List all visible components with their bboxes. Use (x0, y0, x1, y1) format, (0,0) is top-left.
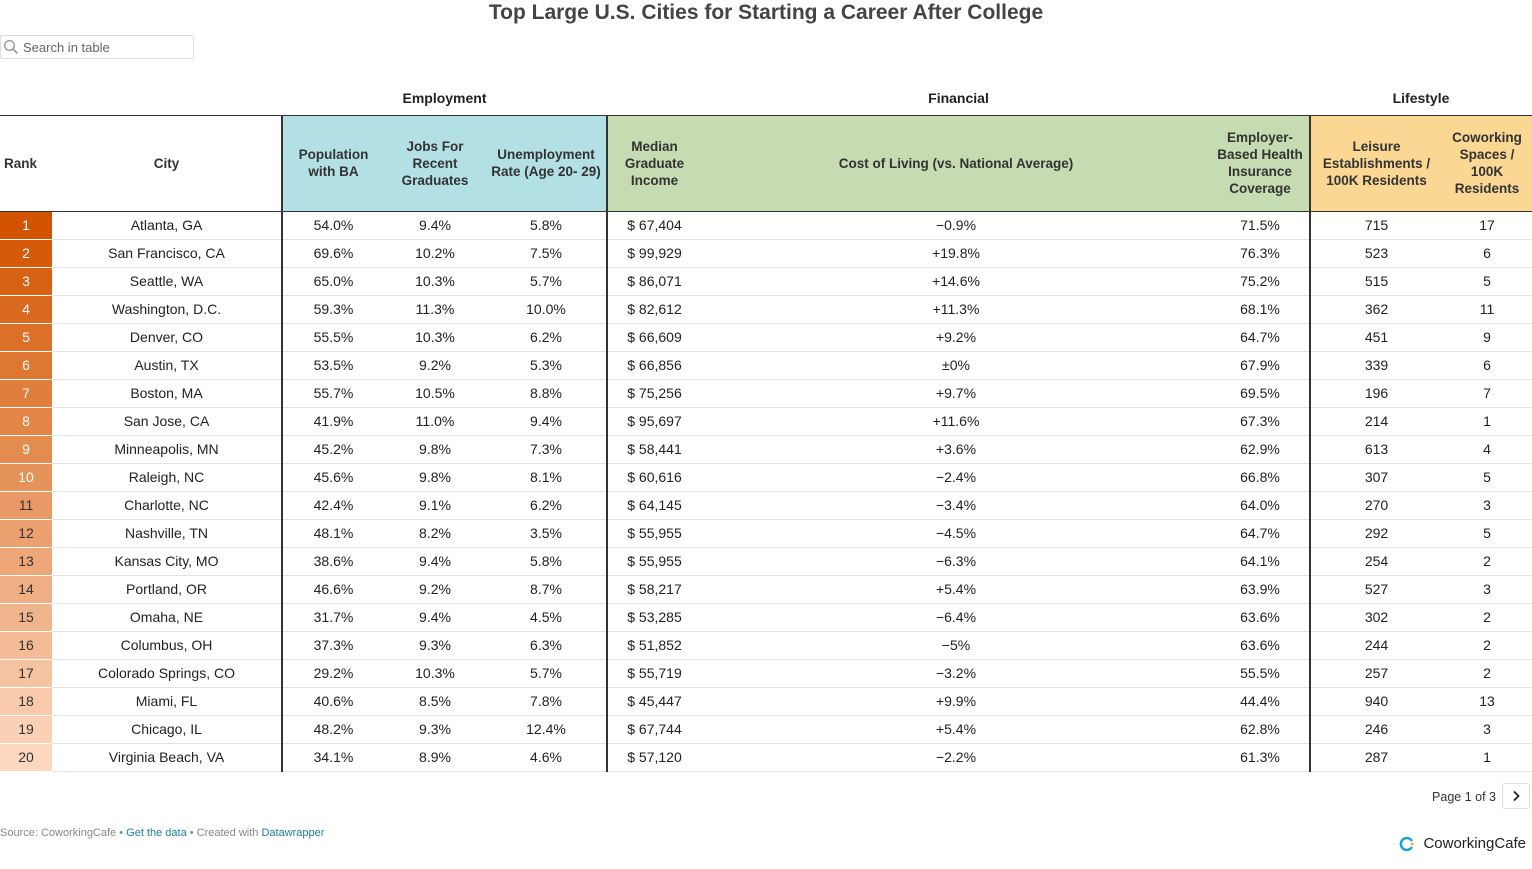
income-cell: $ 67,404 (607, 211, 701, 239)
leisure-cell: 254 (1310, 547, 1442, 575)
footer (0, 827, 324, 839)
city-cell: Washington, D.C. (52, 295, 282, 323)
cost-of-living-cell: −4.5% (701, 519, 1211, 547)
leisure-cell: 246 (1310, 715, 1442, 743)
coworking-cell: 3 (1442, 715, 1532, 743)
jobs-cell: 9.4% (384, 211, 486, 239)
leisure-cell: 523 (1310, 239, 1442, 267)
rank-cell: 18 (0, 687, 52, 715)
jobs-cell: 8.9% (384, 743, 486, 771)
table-row (0, 211, 1532, 239)
health-insurance-cell: 67.9% (1211, 351, 1310, 379)
city-cell: Austin, TX (52, 351, 282, 379)
population-with-ba-cell: 37.3% (282, 631, 384, 659)
unemployment-cell: 6.2% (486, 491, 607, 519)
health-insurance-cell: 66.8% (1211, 463, 1310, 491)
health-insurance-cell: 61.3% (1211, 743, 1310, 771)
coworking-cell: 5 (1442, 519, 1532, 547)
city-cell: San Francisco, CA (52, 239, 282, 267)
population-with-ba-cell: 65.0% (282, 267, 384, 295)
jobs-cell: 10.2% (384, 239, 486, 267)
rank-cell: 16 (0, 631, 52, 659)
unemployment-cell: 5.7% (486, 659, 607, 687)
city-cell: Boston, MA (52, 379, 282, 407)
leisure-cell: 362 (1310, 295, 1442, 323)
jobs-cell: 9.1% (384, 491, 486, 519)
leisure-cell: 287 (1310, 743, 1442, 771)
population-with-ba-cell: 48.2% (282, 715, 384, 743)
jobs-cell: 10.5% (384, 379, 486, 407)
table-row (0, 547, 1532, 575)
cost-of-living-cell: +19.8% (701, 239, 1211, 267)
cost-of-living-cell: −5% (701, 631, 1211, 659)
unemployment-cell: 3.5% (486, 519, 607, 547)
coworking-cell: 6 (1442, 239, 1532, 267)
jobs-cell: 9.8% (384, 463, 486, 491)
brand-logo (1399, 833, 1526, 855)
leisure-cell: 515 (1310, 267, 1442, 295)
table-row (0, 407, 1532, 435)
leisure-cell: 270 (1310, 491, 1442, 519)
table-row (0, 379, 1532, 407)
jobs-cell: 9.8% (384, 435, 486, 463)
pagination-label: Page 1 of 3 (1432, 790, 1496, 804)
cost-of-living-cell: +5.4% (701, 575, 1211, 603)
income-cell: $ 86,071 (607, 267, 701, 295)
cost-of-living-cell: +14.6% (701, 267, 1211, 295)
income-cell: $ 66,856 (607, 351, 701, 379)
coworkingcafe-logo-icon (1399, 835, 1423, 852)
chevron-right-icon (1511, 787, 1521, 804)
income-cell: $ 60,616 (607, 463, 701, 491)
footer-separator: • (116, 827, 127, 839)
table-row (0, 267, 1532, 295)
health-insurance-cell: 75.2% (1211, 267, 1310, 295)
rank-cell: 12 (0, 519, 52, 547)
leisure-cell: 339 (1310, 351, 1442, 379)
coworking-cell: 1 (1442, 407, 1532, 435)
population-with-ba-cell: 38.6% (282, 547, 384, 575)
jobs-cell: 8.2% (384, 519, 486, 547)
income-cell: $ 55,719 (607, 659, 701, 687)
coworking-cell: 2 (1442, 547, 1532, 575)
coworking-cell: 5 (1442, 463, 1532, 491)
health-insurance-cell: 44.4% (1211, 687, 1310, 715)
jobs-cell: 10.3% (384, 323, 486, 351)
unemployment-cell: 4.6% (486, 743, 607, 771)
coworking-cell: 9 (1442, 323, 1532, 351)
unemployment-cell: 12.4% (486, 715, 607, 743)
health-insurance-cell: 69.5% (1211, 379, 1310, 407)
coworking-cell: 2 (1442, 659, 1532, 687)
income-cell: $ 55,955 (607, 547, 701, 575)
jobs-cell: 9.2% (384, 351, 486, 379)
cost-of-living-cell: −0.9% (701, 211, 1211, 239)
unemployment-cell: 5.8% (486, 211, 607, 239)
rank-cell: 11 (0, 491, 52, 519)
header-city[interactable]: City (52, 116, 282, 211)
table-row (0, 743, 1532, 771)
city-cell: Atlanta, GA (52, 211, 282, 239)
cost-of-living-cell: +9.7% (701, 379, 1211, 407)
health-insurance-cell: 64.7% (1211, 323, 1310, 351)
table-row (0, 631, 1532, 659)
rank-cell: 20 (0, 743, 52, 771)
coworking-cell: 13 (1442, 687, 1532, 715)
coworking-cell: 1 (1442, 743, 1532, 771)
jobs-cell: 9.4% (384, 547, 486, 575)
cost-of-living-cell: +11.6% (701, 407, 1211, 435)
population-with-ba-cell: 54.0% (282, 211, 384, 239)
rank-cell: 19 (0, 715, 52, 743)
city-cell: Chicago, IL (52, 715, 282, 743)
jobs-cell: 8.5% (384, 687, 486, 715)
table-row (0, 715, 1532, 743)
coworking-cell: 2 (1442, 631, 1532, 659)
rank-cell: 5 (0, 323, 52, 351)
header-health-insurance[interactable]: Employer-Based Health Insurance Coverage (1211, 116, 1310, 211)
population-with-ba-cell: 41.9% (282, 407, 384, 435)
unemployment-cell: 10.0% (486, 295, 607, 323)
city-cell: Charlotte, NC (52, 491, 282, 519)
header-jobs-recent-graduates[interactable]: Jobs For Recent Graduates (384, 116, 486, 211)
rank-cell: 7 (0, 379, 52, 407)
unemployment-cell: 7.8% (486, 687, 607, 715)
coworking-cell: 17 (1442, 211, 1532, 239)
header-cost-of-living[interactable]: Cost of Living (vs. National Average) (701, 116, 1211, 211)
group-blank (0, 84, 282, 116)
coworking-cell: 2 (1442, 603, 1532, 631)
unemployment-cell: 4.5% (486, 603, 607, 631)
unemployment-cell: 5.7% (486, 267, 607, 295)
population-with-ba-cell: 42.4% (282, 491, 384, 519)
jobs-cell: 10.3% (384, 659, 486, 687)
population-with-ba-cell: 48.1% (282, 519, 384, 547)
coworking-cell: 3 (1442, 491, 1532, 519)
datawrapper-link[interactable]: Datawrapper (261, 827, 325, 839)
population-with-ba-cell: 55.5% (282, 323, 384, 351)
population-with-ba-cell: 29.2% (282, 659, 384, 687)
coworking-cell: 4 (1442, 435, 1532, 463)
column-groups (0, 84, 1532, 116)
city-cell: Raleigh, NC (52, 463, 282, 491)
city-cell: Kansas City, MO (52, 547, 282, 575)
population-with-ba-cell: 34.1% (282, 743, 384, 771)
health-insurance-cell: 63.9% (1211, 575, 1310, 603)
search-icon (3, 39, 19, 55)
unemployment-cell: 7.5% (486, 239, 607, 267)
jobs-cell: 11.3% (384, 295, 486, 323)
income-cell: $ 57,120 (607, 743, 701, 771)
health-insurance-cell: 64.7% (1211, 519, 1310, 547)
unemployment-cell: 9.4% (486, 407, 607, 435)
health-insurance-cell: 63.6% (1211, 631, 1310, 659)
rank-cell: 15 (0, 603, 52, 631)
rank-cell: 17 (0, 659, 52, 687)
jobs-cell: 11.0% (384, 407, 486, 435)
income-cell: $ 66,609 (607, 323, 701, 351)
income-cell: $ 58,217 (607, 575, 701, 603)
income-cell: $ 75,256 (607, 379, 701, 407)
table-row (0, 435, 1532, 463)
next-page-button[interactable] (1502, 783, 1530, 809)
health-insurance-cell: 64.0% (1211, 491, 1310, 519)
rank-cell: 10 (0, 463, 52, 491)
header-median-graduate-income[interactable]: Median Graduate Income (607, 116, 701, 211)
group-lifestyle: Lifestyle (1310, 84, 1532, 116)
population-with-ba-cell: 45.6% (282, 463, 384, 491)
cities-table (0, 116, 1532, 772)
table-row (0, 491, 1532, 519)
city-cell: Denver, CO (52, 323, 282, 351)
cost-of-living-cell: +3.6% (701, 435, 1211, 463)
jobs-cell: 10.3% (384, 267, 486, 295)
health-insurance-cell: 67.3% (1211, 407, 1310, 435)
health-insurance-cell: 55.5% (1211, 659, 1310, 687)
income-cell: $ 45,447 (607, 687, 701, 715)
population-with-ba-cell: 31.7% (282, 603, 384, 631)
search-input[interactable] (23, 38, 191, 56)
table-row (0, 519, 1532, 547)
get-the-data-link[interactable]: Get the data (126, 827, 187, 839)
income-cell: $ 82,612 (607, 295, 701, 323)
rank-cell: 9 (0, 435, 52, 463)
group-financial: Financial (607, 84, 1310, 116)
unemployment-cell: 7.3% (486, 435, 607, 463)
cost-of-living-cell: ±0% (701, 351, 1211, 379)
table-row (0, 295, 1532, 323)
header-leisure-establishments[interactable]: Leisure Establishments / 100K Residents (1310, 116, 1442, 211)
income-cell: $ 51,852 (607, 631, 701, 659)
header-unemployment-rate[interactable]: Unemployment Rate (Age 20- 29) (486, 116, 607, 211)
income-cell: $ 95,697 (607, 407, 701, 435)
leisure-cell: 292 (1310, 519, 1442, 547)
table-row (0, 659, 1532, 687)
jobs-cell: 9.2% (384, 575, 486, 603)
table-row (0, 463, 1532, 491)
unemployment-cell: 5.8% (486, 547, 607, 575)
unemployment-cell: 8.8% (486, 379, 607, 407)
cost-of-living-cell: +5.4% (701, 715, 1211, 743)
rank-cell: 4 (0, 295, 52, 323)
created-with-text: • Created with (186, 827, 262, 839)
population-with-ba-cell: 53.5% (282, 351, 384, 379)
coworking-cell: 6 (1442, 351, 1532, 379)
cost-of-living-cell: −2.2% (701, 743, 1211, 771)
table-row (0, 575, 1532, 603)
rank-cell: 6 (0, 351, 52, 379)
income-cell: $ 67,744 (607, 715, 701, 743)
health-insurance-cell: 62.8% (1211, 715, 1310, 743)
jobs-cell: 9.4% (384, 603, 486, 631)
coworking-cell: 3 (1442, 575, 1532, 603)
leisure-cell: 196 (1310, 379, 1442, 407)
group-employment: Employment (282, 84, 607, 116)
brand-name: CoworkingCafe (1423, 835, 1526, 852)
population-with-ba-cell: 69.6% (282, 239, 384, 267)
city-cell: Omaha, NE (52, 603, 282, 631)
jobs-cell: 9.3% (384, 715, 486, 743)
leisure-cell: 302 (1310, 603, 1442, 631)
rank-cell: 14 (0, 575, 52, 603)
page-title: Top Large U.S. Cities for Starting a Career After College (488, 1, 1044, 24)
health-insurance-cell: 76.3% (1211, 239, 1310, 267)
source-text: Source: CoworkingCafe (0, 827, 117, 839)
unemployment-cell: 5.3% (486, 351, 607, 379)
leisure-cell: 715 (1310, 211, 1442, 239)
city-cell: San Jose, CA (52, 407, 282, 435)
leisure-cell: 940 (1310, 687, 1442, 715)
leisure-cell: 257 (1310, 659, 1442, 687)
city-cell: Miami, FL (52, 687, 282, 715)
income-cell: $ 64,145 (607, 491, 701, 519)
leisure-cell: 214 (1310, 407, 1442, 435)
income-cell: $ 55,955 (607, 519, 701, 547)
jobs-cell: 9.3% (384, 631, 486, 659)
cost-of-living-cell: −6.3% (701, 547, 1211, 575)
city-cell: Seattle, WA (52, 267, 282, 295)
cost-of-living-cell: −3.4% (701, 491, 1211, 519)
income-cell: $ 53,285 (607, 603, 701, 631)
table-row (0, 687, 1532, 715)
search-box[interactable] (0, 35, 194, 59)
health-insurance-cell: 62.9% (1211, 435, 1310, 463)
unemployment-cell: 6.3% (486, 631, 607, 659)
population-with-ba-cell: 40.6% (282, 687, 384, 715)
city-cell: Nashville, TN (52, 519, 282, 547)
health-insurance-cell: 71.5% (1211, 211, 1310, 239)
header-rank[interactable]: Rank (0, 116, 52, 211)
leisure-cell: 244 (1310, 631, 1442, 659)
health-insurance-cell: 63.6% (1211, 603, 1310, 631)
header-coworking-spaces[interactable]: Coworking Spaces / 100K Residents (1442, 116, 1532, 211)
leisure-cell: 451 (1310, 323, 1442, 351)
cost-of-living-cell: +9.9% (701, 687, 1211, 715)
coworking-cell: 5 (1442, 267, 1532, 295)
cost-of-living-cell: −2.4% (701, 463, 1211, 491)
header-population-with-ba[interactable]: Population with BA (282, 116, 384, 211)
cost-of-living-cell: −6.4% (701, 603, 1211, 631)
unemployment-cell: 8.7% (486, 575, 607, 603)
cost-of-living-cell: +11.3% (701, 295, 1211, 323)
income-cell: $ 99,929 (607, 239, 701, 267)
leisure-cell: 527 (1310, 575, 1442, 603)
table-header-row (0, 116, 1532, 211)
rank-cell: 8 (0, 407, 52, 435)
population-with-ba-cell: 59.3% (282, 295, 384, 323)
unemployment-cell: 8.1% (486, 463, 607, 491)
city-cell: Virginia Beach, VA (52, 743, 282, 771)
income-cell: $ 58,441 (607, 435, 701, 463)
table-row (0, 323, 1532, 351)
city-cell: Minneapolis, MN (52, 435, 282, 463)
table-row (0, 603, 1532, 631)
population-with-ba-cell: 55.7% (282, 379, 384, 407)
cost-of-living-cell: +9.2% (701, 323, 1211, 351)
cost-of-living-cell: −3.2% (701, 659, 1211, 687)
city-cell: Colorado Springs, CO (52, 659, 282, 687)
coworking-cell: 11 (1442, 295, 1532, 323)
health-insurance-cell: 64.1% (1211, 547, 1310, 575)
leisure-cell: 307 (1310, 463, 1442, 491)
coworking-cell: 7 (1442, 379, 1532, 407)
population-with-ba-cell: 45.2% (282, 435, 384, 463)
city-cell: Portland, OR (52, 575, 282, 603)
health-insurance-cell: 68.1% (1211, 295, 1310, 323)
population-with-ba-cell: 46.6% (282, 575, 384, 603)
table-row (0, 239, 1532, 267)
table-row (0, 351, 1532, 379)
rank-cell: 13 (0, 547, 52, 575)
rank-cell: 3 (0, 267, 52, 295)
city-cell: Columbus, OH (52, 631, 282, 659)
unemployment-cell: 6.2% (486, 323, 607, 351)
rank-cell: 1 (0, 211, 52, 239)
rank-cell: 2 (0, 239, 52, 267)
leisure-cell: 613 (1310, 435, 1442, 463)
